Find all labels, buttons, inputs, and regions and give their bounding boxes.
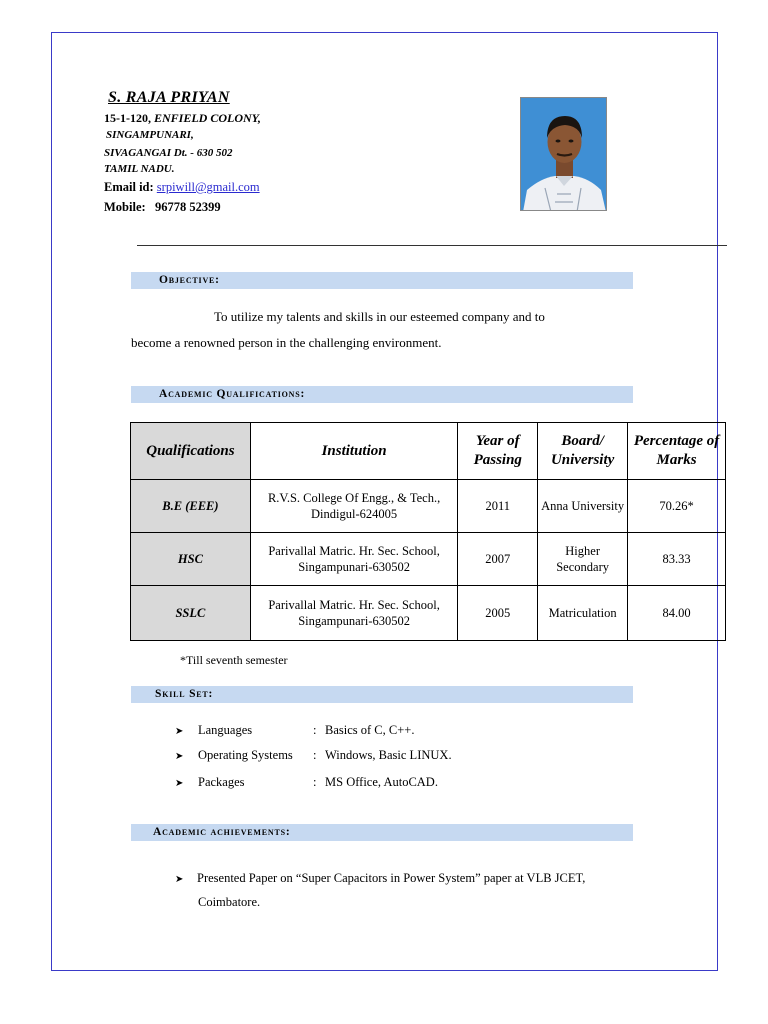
email-row bbox=[104, 180, 260, 195]
mobile-row bbox=[104, 200, 221, 215]
skill-value: MS Office, AutoCAD. bbox=[325, 775, 438, 789]
header-qualifications: Qualifications bbox=[131, 423, 251, 480]
cell-year: 2005 bbox=[458, 586, 538, 641]
qualifications-table bbox=[130, 422, 726, 641]
skill-separator: : bbox=[313, 748, 317, 762]
table-footnote: *Till seventh semester bbox=[180, 653, 288, 667]
skill-value: Windows, Basic LINUX. bbox=[325, 748, 452, 762]
skill-label: Packages bbox=[198, 775, 245, 789]
candidate-name: S. RAJA PRIYAN bbox=[108, 89, 230, 106]
cell-institution: Parivallal Matric. Hr. Sec. School, Singampunari-630502 bbox=[250, 533, 457, 586]
cell-board: Matriculation bbox=[538, 586, 628, 641]
cell-percentage: 83.33 bbox=[628, 533, 726, 586]
skill-item bbox=[175, 723, 415, 738]
cell-institution: Parivallal Matric. Hr. Sec. School, Singampunari-630502 bbox=[250, 586, 457, 641]
achievements-section-bar bbox=[131, 824, 633, 841]
profile-photo bbox=[520, 97, 607, 211]
objective-title: Objective: bbox=[159, 274, 220, 286]
skill-separator: : bbox=[313, 723, 317, 737]
cell-percentage: 84.00 bbox=[628, 586, 726, 641]
address-street: ENFIELD COLONY, bbox=[154, 111, 261, 125]
address-line-2: SINGAMPUNARI, bbox=[106, 129, 194, 141]
cell-board: Higher Secondary bbox=[538, 533, 628, 586]
cell-qualification: B.E (EEE) bbox=[131, 480, 251, 533]
achievements-title: Academic achievements: bbox=[153, 826, 291, 838]
arrow-bullet-icon: ➤ bbox=[175, 751, 184, 762]
cell-year: 2007 bbox=[458, 533, 538, 586]
header-year: Year of Passing bbox=[458, 423, 538, 480]
cell-board: Anna University bbox=[538, 480, 628, 533]
table-row bbox=[131, 533, 726, 586]
address-number: 15-1-120, bbox=[104, 111, 151, 125]
email-label: Email id: bbox=[104, 180, 154, 194]
achievement-text-line-2: Coimbatore. bbox=[198, 895, 261, 909]
arrow-bullet-icon: ➤ bbox=[175, 778, 184, 789]
skill-value: Basics of C, C++. bbox=[325, 723, 415, 737]
objective-section-bar bbox=[131, 272, 633, 289]
academic-title: Academic Qualifications: bbox=[159, 388, 306, 400]
profile-photo-image bbox=[521, 98, 607, 211]
objective-text-line-1: To utilize my talents and skills in our esteemed company and to bbox=[214, 309, 545, 324]
skill-separator: : bbox=[313, 775, 317, 789]
skill-item bbox=[175, 748, 452, 763]
arrow-bullet-icon: ➤ bbox=[175, 874, 184, 885]
academic-section-bar bbox=[131, 386, 633, 403]
cell-percentage: 70.26* bbox=[628, 480, 726, 533]
cell-institution: R.V.S. College Of Engg., & Tech., Dindigul-624005 bbox=[250, 480, 457, 533]
email-link[interactable]: srpiwill@gmail.com bbox=[156, 180, 260, 194]
header-divider bbox=[137, 245, 727, 246]
cell-qualification: SSLC bbox=[131, 586, 251, 641]
header-institution: Institution bbox=[250, 423, 457, 480]
skill-item bbox=[175, 775, 438, 790]
skill-label: Operating Systems bbox=[198, 748, 293, 762]
achievement-text-line-1: Presented Paper on “Super Capacitors in Power System” paper at VLB JCET, bbox=[197, 871, 586, 885]
skills-title: Skill Set: bbox=[155, 688, 214, 700]
mobile-label: Mobile: bbox=[104, 200, 146, 214]
table-header-row bbox=[131, 423, 726, 480]
cell-year: 2011 bbox=[458, 480, 538, 533]
mobile-number: 96778 52399 bbox=[155, 200, 221, 214]
achievement-item bbox=[175, 871, 585, 886]
table-row bbox=[131, 480, 726, 533]
skills-section-bar bbox=[131, 686, 633, 703]
address-line-4: TAMIL NADU. bbox=[104, 163, 175, 175]
cell-qualification: HSC bbox=[131, 533, 251, 586]
header-percentage: Percentage of Marks bbox=[628, 423, 726, 480]
table-row bbox=[131, 586, 726, 641]
header-board: Board/ University bbox=[538, 423, 628, 480]
objective-text-line-2: become a renowned person in the challenging environment. bbox=[131, 335, 442, 350]
arrow-bullet-icon: ➤ bbox=[175, 726, 184, 737]
skill-label: Languages bbox=[198, 723, 253, 737]
address-line-3: SIVAGANGAI Dt. - 630 502 bbox=[104, 147, 233, 159]
address-line-1 bbox=[104, 111, 261, 126]
